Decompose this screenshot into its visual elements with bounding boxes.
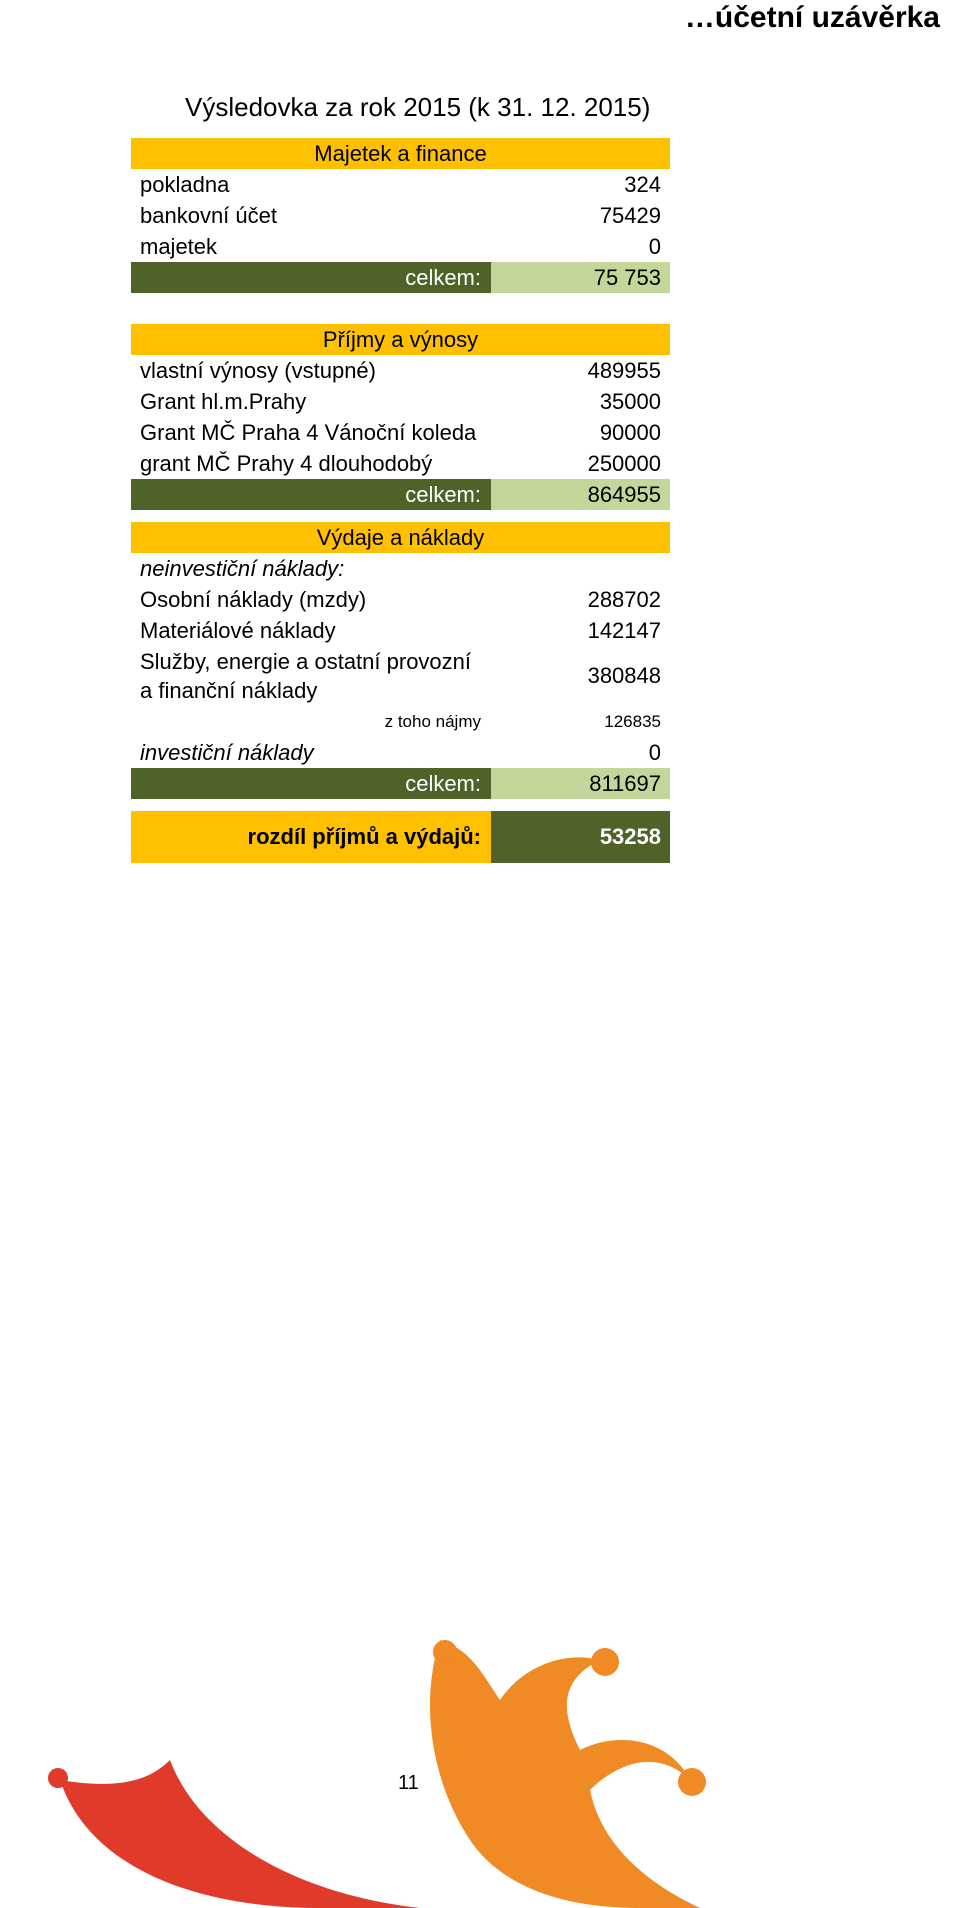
table-row: [131, 417, 670, 448]
table-row: [131, 200, 670, 231]
row-label: Materiálové náklady: [140, 617, 336, 643]
row-label: [131, 647, 491, 705]
chapter-title: …účetní uzávěrka: [684, 1, 940, 34]
assets-heading: Majetek a finance: [131, 138, 670, 169]
row-label: Grant hl.m.Prahy: [140, 388, 307, 414]
row-value: 324: [624, 171, 661, 197]
table-row: [131, 386, 670, 417]
rent-value: 126835: [604, 711, 661, 731]
expenses-heading: Výdaje a náklady: [131, 522, 670, 553]
income-heading: Příjmy a výnosy: [131, 324, 670, 355]
row-label: Osobní náklady (mzdy): [140, 586, 367, 612]
rent-label: z toho nájmy: [384, 711, 481, 731]
investment-row: [131, 737, 670, 768]
row-value: 35000: [599, 388, 661, 414]
row-label: majetek: [140, 233, 218, 259]
logo-bell-2: [591, 1648, 619, 1676]
table-row: [131, 584, 670, 615]
row-label: Grant MČ Praha 4 Vánoční koleda: [140, 419, 477, 445]
report-title: Výsledovka za rok 2015 (k 31. 12. 2015): [185, 92, 651, 122]
total-value: 75 753: [491, 262, 670, 293]
row-label: vlastní výnosy (vstupné): [140, 357, 376, 383]
table-row: [131, 646, 670, 706]
logo-red-shape: [60, 1760, 420, 1908]
table-row: [131, 615, 670, 646]
table-row: [131, 355, 670, 386]
non-investment-subheading-row: [131, 553, 670, 584]
assets-total-row: [131, 262, 670, 293]
logo-bell-4: [48, 1768, 68, 1788]
total-label: celkem:: [131, 768, 491, 799]
total-value: 811697: [491, 768, 670, 799]
row-value: 90000: [599, 419, 661, 445]
investment-label: investiční náklady: [140, 739, 314, 765]
table-row: [131, 169, 670, 200]
difference-label: rozdíl příjmů a výdajů:: [131, 811, 491, 863]
services-label-line1: Služby, energie a ostatní provozní: [140, 649, 472, 674]
table-row: [131, 448, 670, 479]
difference-value: 53258: [491, 811, 670, 863]
row-value: 0: [648, 233, 661, 259]
page-number: 11: [398, 1772, 419, 1794]
difference-row: [131, 811, 670, 863]
services-label-line2: a finanční náklady: [140, 678, 318, 703]
rent-row: [131, 706, 670, 737]
total-label: celkem:: [131, 262, 491, 293]
subheading-label: neinvestiční náklady:: [140, 555, 345, 581]
row-label: grant MČ Prahy 4 dlouhodobý: [140, 450, 433, 476]
row-label: bankovní účet: [140, 202, 277, 228]
income-total-row: [131, 479, 670, 510]
expenses-total-row: [131, 768, 670, 799]
total-label: celkem:: [131, 479, 491, 510]
row-value: 288702: [587, 586, 661, 612]
logo-bell-3: [678, 1768, 706, 1796]
row-value: 380848: [587, 663, 661, 688]
logo-bell-1: [433, 1640, 457, 1664]
jester-logo: [0, 1640, 960, 1908]
row-value: 75429: [599, 202, 661, 228]
row-label: pokladna: [140, 171, 230, 197]
row-value: 489955: [587, 357, 661, 383]
row-value: 250000: [587, 450, 661, 476]
total-value: 864955: [491, 479, 670, 510]
logo-orange-shape: [430, 1640, 700, 1908]
row-value: 142147: [587, 617, 661, 643]
investment-value: 0: [648, 739, 661, 765]
income-statement-table: [131, 138, 670, 863]
table-row: [131, 231, 670, 262]
